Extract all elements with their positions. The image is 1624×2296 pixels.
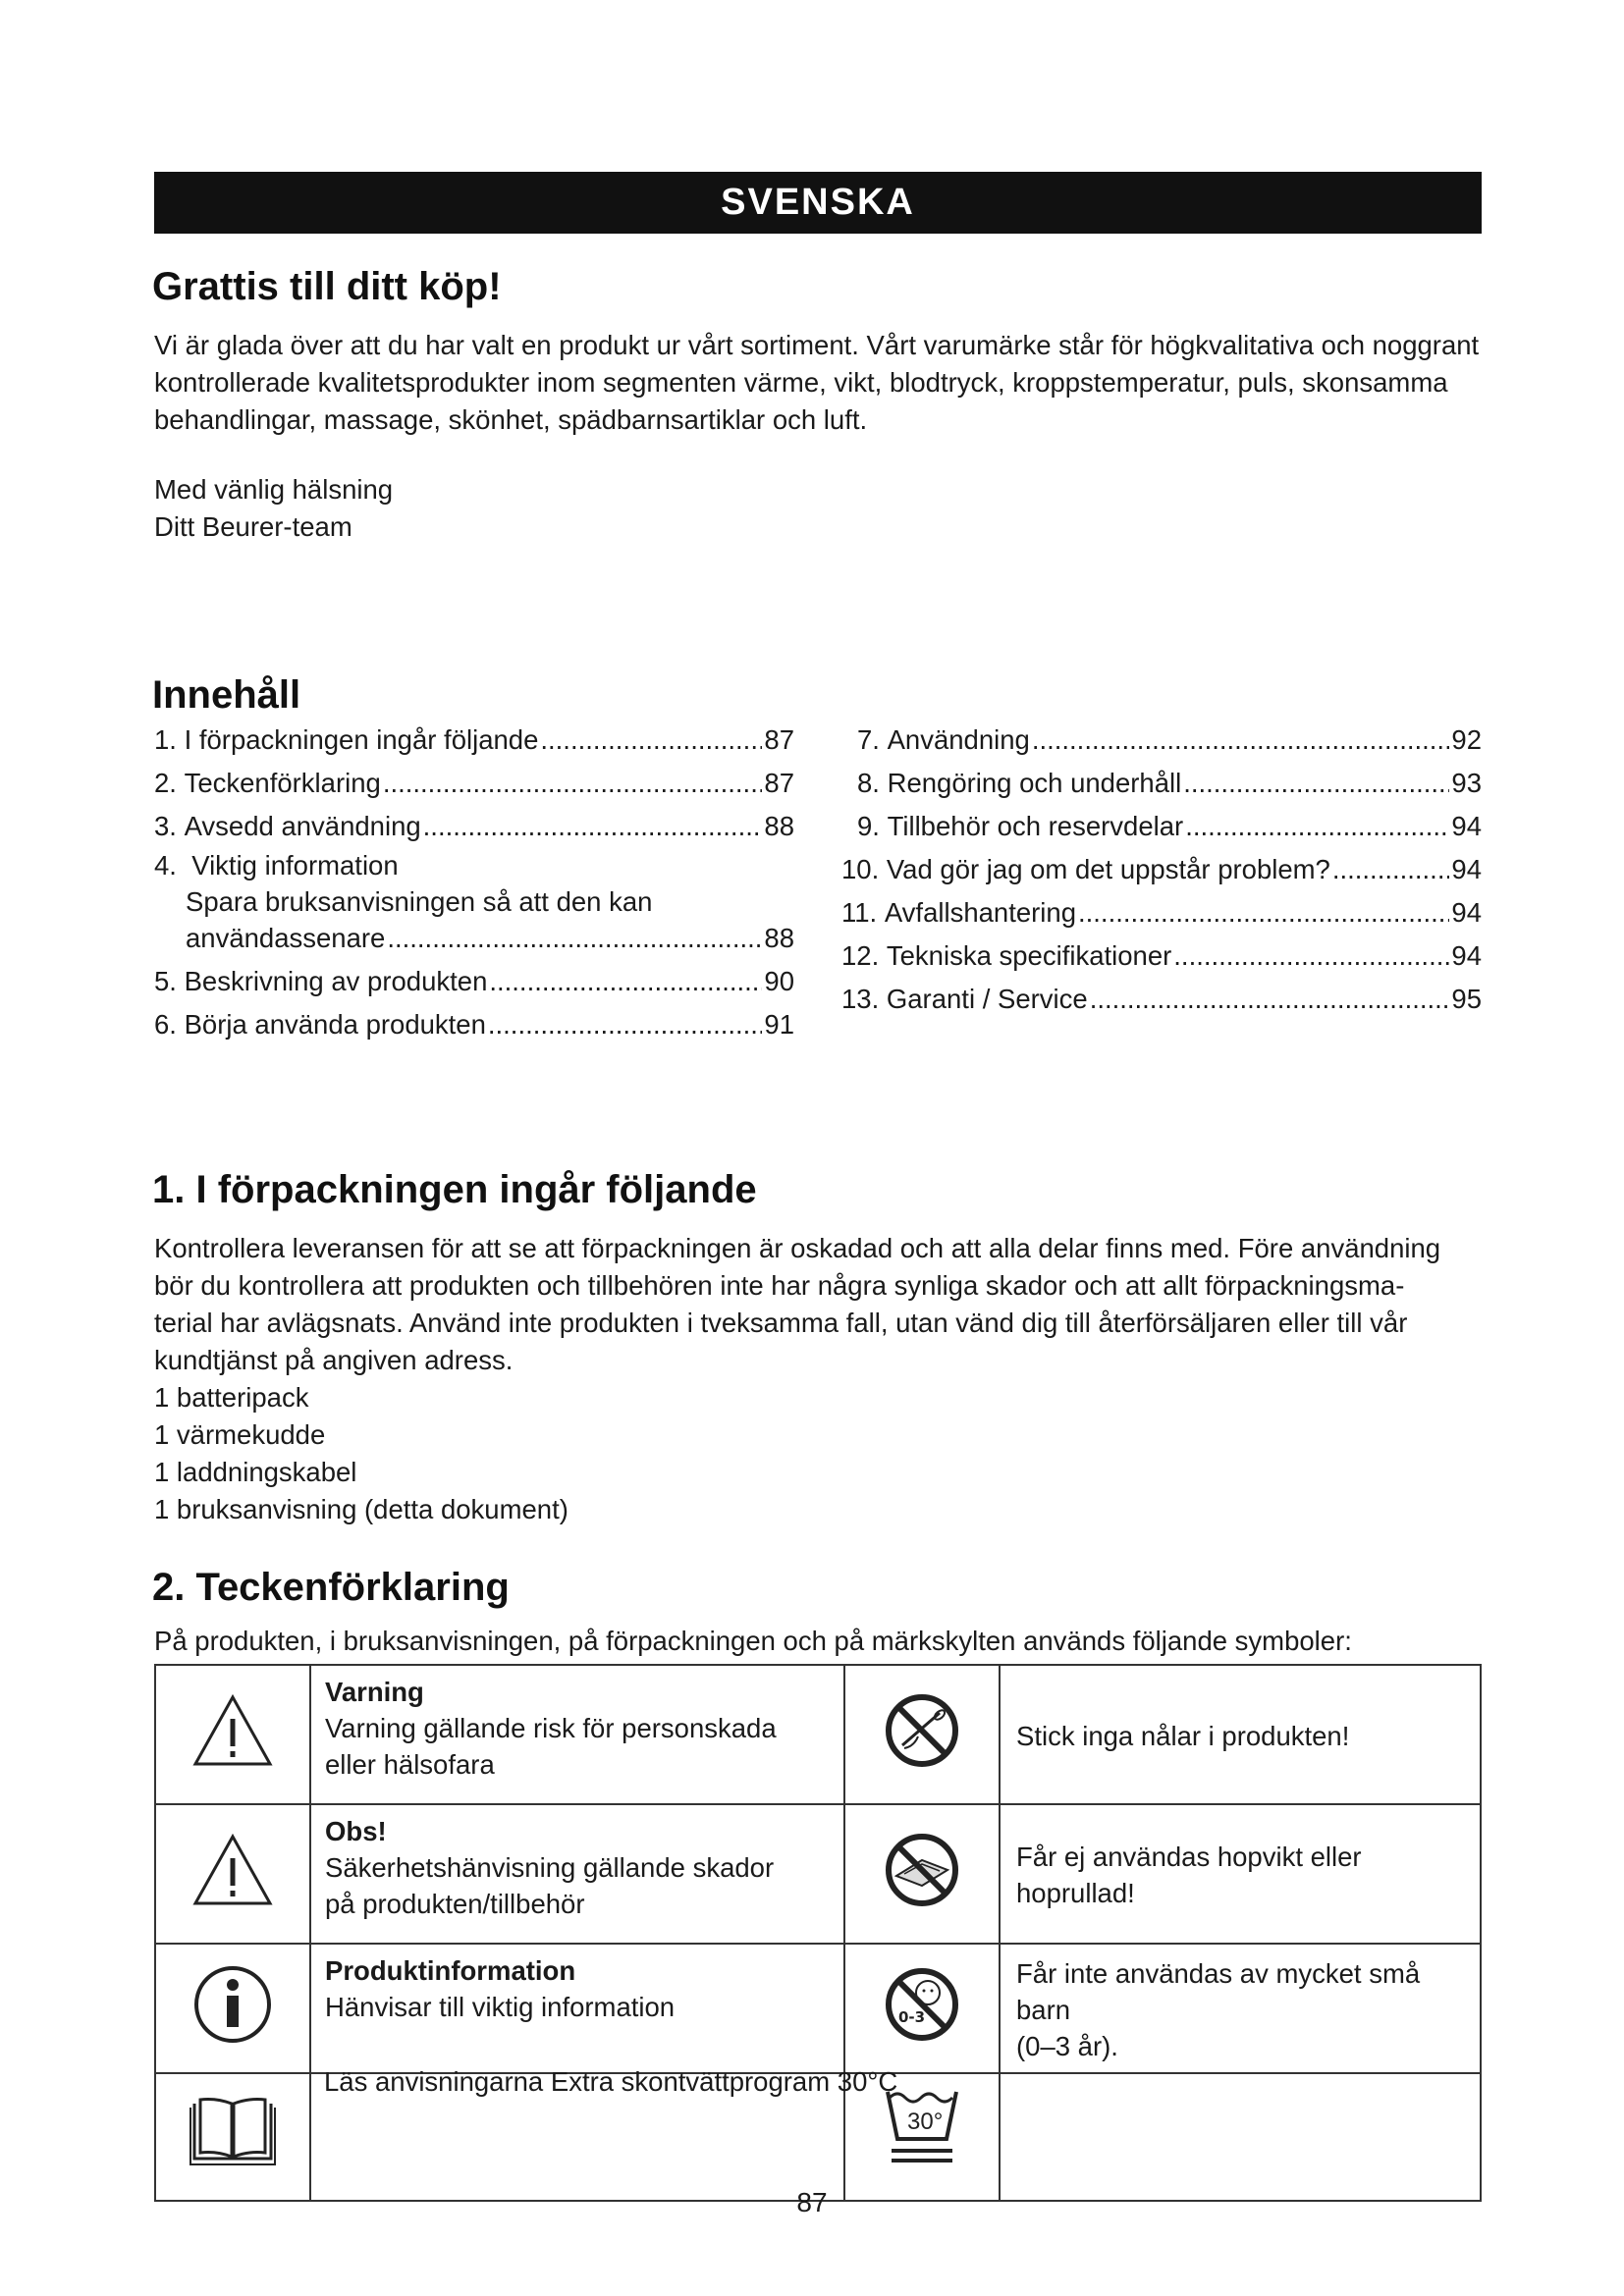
toc-title: I förpackningen ingår följande (184, 724, 539, 755)
toc-left-column (154, 721, 794, 1042)
symbol-description (1000, 1665, 1481, 1804)
svg-text:30°: 30° (907, 2109, 944, 2135)
toc-page: 90 (764, 966, 794, 996)
toc-item[interactable] (154, 847, 794, 883)
read-instructions-label: Läs anvisningarna Extra skontvättprogram 30°C (324, 2066, 898, 2097)
toc-title: Användning (887, 724, 1030, 755)
section1-line: Kontrollera leveransen för att se att förpackningen är oskadad och att alla delar finns med. Före användning (154, 1233, 1441, 1263)
toc-item[interactable] (841, 765, 1482, 801)
no-folding-icon (883, 1831, 961, 1909)
intro-paragraph (154, 327, 1479, 439)
symbol-description (1000, 1944, 1481, 2073)
toc-title: Tillbehör och reservdelar (887, 811, 1184, 841)
symbol-row (155, 1944, 1481, 2073)
section1-heading: 1. I förpackningen ingår följande (152, 1168, 757, 1211)
section2-heading: 2. Teckenförklaring (152, 1566, 510, 1609)
symbol-text: Stick inga nålar i produkten! (1016, 1720, 1350, 1751)
symbol-text: eller hälsofara (325, 1749, 495, 1780)
toc-item[interactable] (154, 721, 794, 758)
section1-paragraph (154, 1230, 1440, 1528)
symbol-cell (844, 1944, 1000, 2073)
section1-line: terial har avlägsnats. Använd inte produkten i tveksamma fall, utan vänd dig till återförsäljaren eller till vår (154, 1308, 1408, 1338)
toc-leader (1173, 937, 1449, 974)
no-needles-icon (883, 1691, 961, 1770)
symbol-title: Obs! (325, 1816, 387, 1846)
symbol-title: Varning (325, 1677, 424, 1707)
toc-leader (1032, 721, 1450, 758)
toc-leader (489, 963, 762, 999)
toc-item[interactable] (841, 851, 1482, 887)
toc-title: Tekniska specifikationer (886, 940, 1172, 971)
no-small-children-icon (883, 1965, 961, 2044)
toc-number: 4. (154, 850, 192, 881)
symbol-row (155, 1665, 1481, 1804)
symbol-text: Säkerhetshänvisning gällande skador (325, 1852, 775, 1883)
symbol-description (1000, 2073, 1481, 2201)
toc-leader (387, 920, 762, 956)
toc-leader (1183, 765, 1449, 801)
svg-text:0-3: 0-3 (898, 2007, 926, 2026)
toc-item[interactable] (841, 808, 1482, 844)
symbol-text: på produkten/tillbehör (325, 1889, 585, 1919)
warning-triangle-icon (191, 1693, 274, 1768)
toc-number: 3. (154, 811, 185, 841)
toc-item[interactable] (154, 808, 794, 844)
toc-item[interactable] (154, 920, 794, 956)
toc-leader (1090, 981, 1450, 1017)
toc-leader (383, 765, 763, 801)
toc-page: 94 (1451, 811, 1482, 841)
symbol-cell (155, 1804, 310, 1944)
toc-subline: Spara bruksanvisningen så att den kan (186, 886, 653, 917)
toc-leader (1185, 808, 1449, 844)
toc-item[interactable] (841, 937, 1482, 974)
symbol-text: (0–3 år). (1016, 2030, 1118, 2061)
toc-leader (423, 808, 763, 844)
toc-title: Vad gör jag om det uppstår problem? (886, 854, 1330, 884)
toc-item[interactable] (154, 1006, 794, 1042)
toc-number: 10. (841, 854, 887, 884)
toc-number: 11. (841, 897, 885, 928)
intro-heading: Grattis till ditt köp! (152, 265, 502, 308)
toc-item[interactable] (154, 765, 794, 801)
symbol-title: Produktinformation (325, 1955, 576, 1986)
toc-right-column (841, 721, 1482, 1017)
toc-page: 94 (1451, 897, 1482, 928)
package-item: 1 batteripack (154, 1382, 309, 1413)
toc-leader (540, 721, 762, 758)
toc-number: 1. (154, 724, 185, 755)
toc-title: användassenare (186, 923, 386, 953)
symbol-description (310, 1944, 844, 2073)
section2-intro: På produkten, i bruksanvisningen, på förpackningen och på märkskylten används följande symboler: (154, 1626, 1352, 1656)
intro-line: behandlingar, massage, skönhet, spädbarnsartiklar och luft. (154, 404, 868, 435)
toc-item[interactable] (154, 963, 794, 999)
toc-page: 94 (1451, 940, 1482, 971)
toc-number: 5. (154, 966, 185, 996)
toc-leader (1332, 851, 1450, 887)
toc-number: 8. (857, 768, 888, 798)
language-banner: SVENSKA (154, 172, 1482, 234)
toc-title: Viktig information (191, 850, 399, 881)
greeting-line: Med vänlig hälsning (154, 474, 394, 505)
toc-title: Rengöring och underhåll (887, 768, 1182, 798)
symbol-text: Får inte användas av mycket små barn (1016, 1957, 1421, 2025)
toc-title: Beskrivning av produkten (184, 966, 488, 996)
symbol-description (1000, 1804, 1481, 1944)
toc-item[interactable] (841, 981, 1482, 1017)
toc-page: 88 (764, 923, 794, 953)
toc-page: 94 (1451, 854, 1482, 884)
section1-line: kundtjänst på angiven adress. (154, 1345, 514, 1375)
symbol-cell (844, 1804, 1000, 1944)
intro-line: Vi är glada över att du har valt en produkt ur vårt sortiment. Vårt varumärke står för högkvalitativa och noggrant (154, 330, 1480, 360)
toc-page: 91 (764, 1009, 794, 1040)
toc-title: Garanti / Service (886, 984, 1088, 1014)
toc-leader (1078, 894, 1449, 931)
toc-title: Avsedd användning (184, 811, 421, 841)
package-item: 1 värmekudde (154, 1419, 326, 1450)
toc-page: 95 (1451, 984, 1482, 1014)
symbol-cell (844, 1665, 1000, 1804)
toc-page: 88 (764, 811, 794, 841)
symbol-text: Hänvisar till viktig information (325, 1992, 676, 2022)
toc-number: 12. (841, 940, 887, 971)
read-instructions-icon (189, 2098, 277, 2168)
symbol-cell (155, 2073, 310, 2201)
toc-item[interactable] (841, 894, 1482, 931)
toc-heading: Innehåll (152, 673, 301, 717)
toc-item[interactable] (841, 721, 1482, 758)
intro-line: kontrollerade kvalitetsprodukter inom segmenten värme, vikt, blodtryck, kroppstemperatur, puls, skonsamma (154, 367, 1448, 398)
toc-number: 13. (841, 984, 887, 1014)
toc-number: 7. (857, 724, 888, 755)
symbol-description (310, 1665, 844, 1804)
toc-title: Avfallshantering (884, 897, 1077, 928)
symbol-cell (155, 1944, 310, 2073)
toc-page: 93 (1451, 768, 1482, 798)
symbol-row (155, 1804, 1481, 1944)
package-item: 1 laddningskabel (154, 1457, 357, 1487)
toc-page: 87 (764, 724, 794, 755)
symbol-text: Varning gällande risk för personskada (325, 1713, 777, 1743)
symbol-text: Får ej användas hopvikt eller hoprullad! (1016, 1842, 1362, 1908)
greeting-signature: Ditt Beurer-team (154, 511, 352, 542)
caution-triangle-icon (191, 1833, 274, 1907)
toc-title: Teckenförklaring (184, 768, 381, 798)
toc-title: Börja använda produkten (184, 1009, 486, 1040)
symbol-table (154, 1664, 1482, 2202)
section1-line: bör du kontrollera att produkten och tillbehören inte har några synliga skador och att allt förpackningsma- (154, 1270, 1405, 1301)
greeting (154, 471, 393, 546)
symbol-cell (155, 1665, 310, 1804)
toc-leader (488, 1006, 763, 1042)
toc-number: 2. (154, 768, 185, 798)
toc-page: 87 (764, 768, 794, 798)
symbol-description (310, 1804, 844, 1944)
page-number: 87 (796, 2187, 828, 2217)
info-icon (192, 1964, 273, 2045)
toc-page: 92 (1451, 724, 1482, 755)
toc-number: 6. (154, 1009, 185, 1040)
package-item: 1 bruksanvisning (detta dokument) (154, 1494, 568, 1524)
toc-number: 9. (857, 811, 888, 841)
